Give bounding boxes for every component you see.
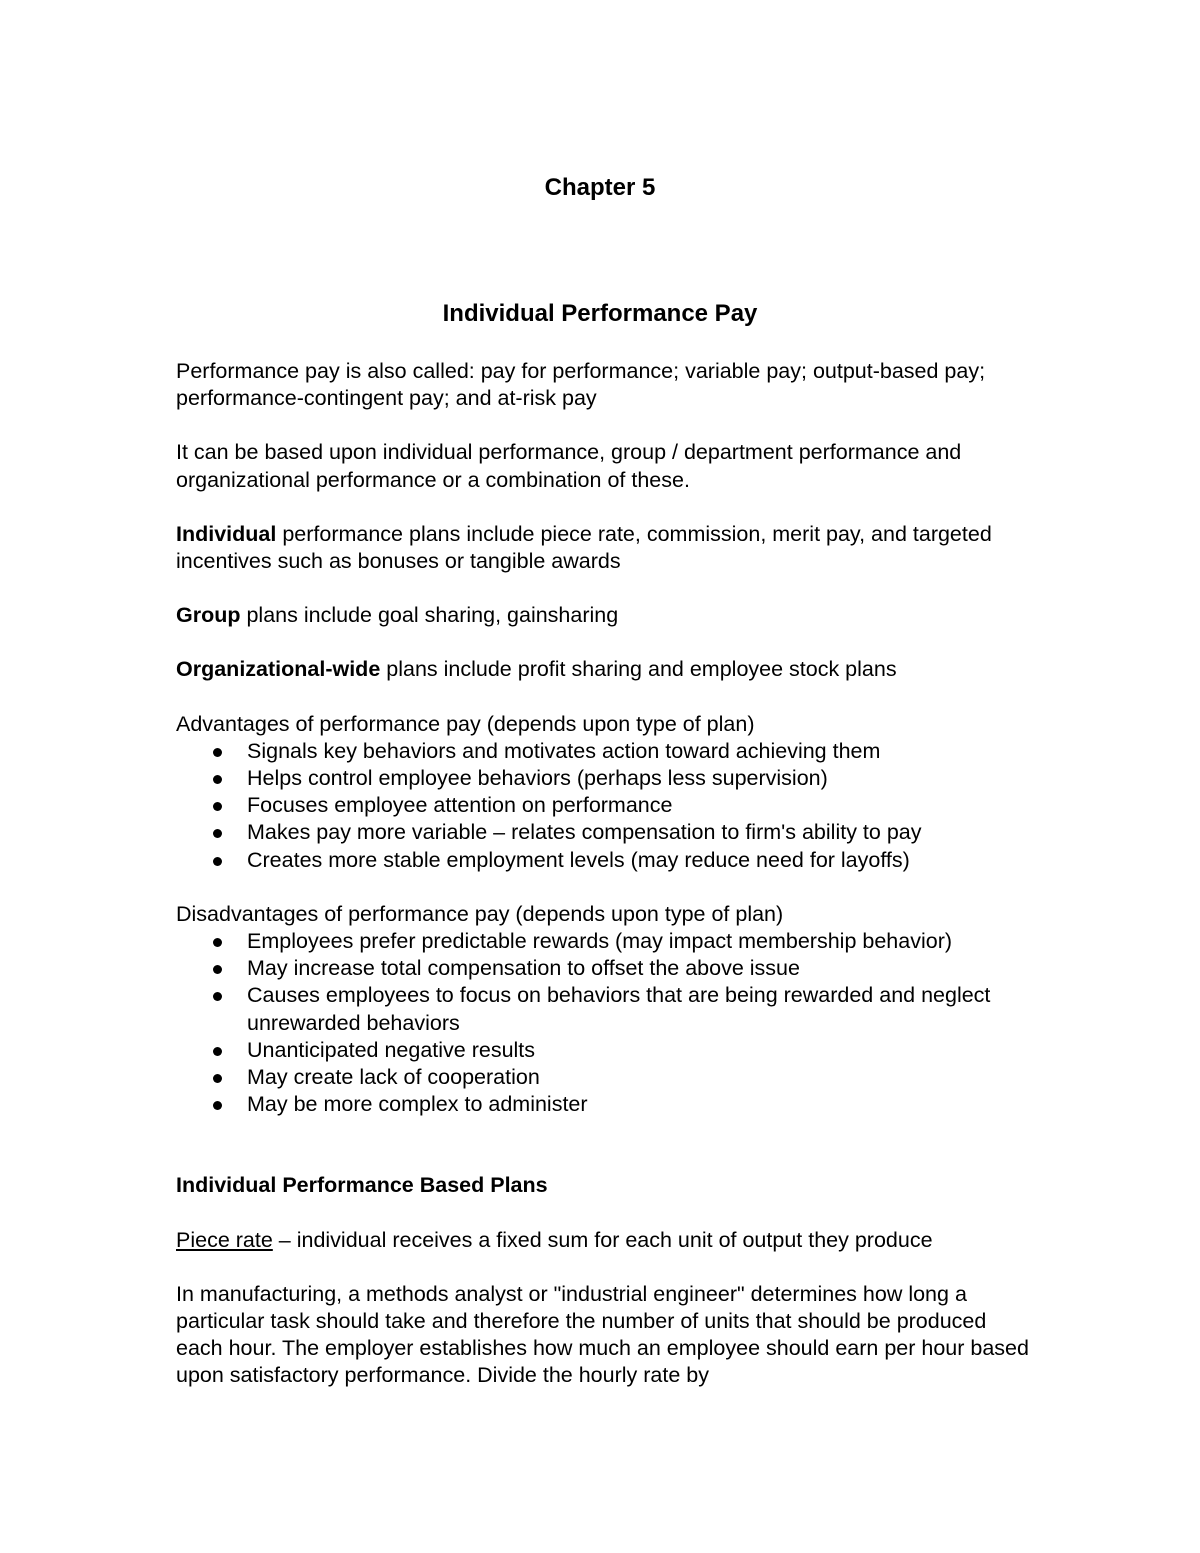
- individual-description: performance plans include piece rate, commission, merit pay, and targeted incentives such as bonuses or tangible awards: [176, 521, 992, 574]
- disadvantage-item: [176, 982, 1036, 1036]
- paragraph-aliases: Performance pay is also called: pay for performance; variable pay; output-based pay; performance-contingent pay; and at-risk pay: [176, 359, 986, 411]
- term-org-wide: Organizational-wide: [176, 657, 381, 682]
- spacer: [176, 1145, 1036, 1172]
- section-title: Individual Performance Pay: [442, 300, 758, 327]
- bullet-icon: [213, 748, 222, 757]
- advantage-text: Makes pay more variable – relates compensation to firm's ability to pay: [247, 820, 922, 845]
- bullet-icon: [213, 829, 222, 838]
- term-individual: Individual: [176, 521, 277, 546]
- paragraph-org-wide: [176, 656, 1036, 683]
- advantage-item: [176, 819, 1036, 846]
- group-description: plans include goal sharing, gainsharing: [240, 603, 619, 628]
- disadvantage-item: [176, 1037, 1036, 1064]
- bullet-icon: [213, 965, 222, 974]
- disadvantage-text: May create lack of cooperation: [247, 1065, 540, 1090]
- advantage-text: Creates more stable employment levels (may reduce need for layoffs): [247, 847, 910, 872]
- advantage-text: Signals key behaviors and motivates action toward achieving them: [247, 738, 881, 763]
- disadvantage-item: [176, 1091, 1036, 1118]
- bullet-icon: [213, 992, 222, 1001]
- disadvantage-text: Causes employees to focus on behaviors that are being rewarded and neglect unrewarded behaviors: [247, 983, 991, 1035]
- plans-heading: Individual Performance Based Plans: [176, 1173, 548, 1198]
- advantages-intro: Advantages of performance pay (depends upon type of plan): [176, 711, 755, 736]
- disadvantage-text: Employees prefer predictable rewards (may impact membership behavior): [247, 929, 953, 954]
- chapter-title: Chapter 5: [544, 174, 656, 201]
- advantages-list: [176, 738, 1036, 874]
- bullet-icon: [213, 775, 222, 784]
- bullet-icon: [213, 802, 222, 811]
- advantage-item: [176, 847, 1036, 874]
- bullet-icon: [213, 1047, 222, 1056]
- paragraph-individual: [176, 521, 1036, 575]
- disadvantages-intro: Disadvantages of performance pay (depends upon type of plan): [176, 901, 784, 926]
- advantage-text: Focuses employee attention on performance: [247, 793, 673, 818]
- advantage-text: Helps control employee behaviors (perhaps less supervision): [247, 766, 828, 791]
- bullet-icon: [213, 857, 222, 866]
- advantage-item: [176, 738, 1036, 765]
- term-piece-rate: Piece rate: [176, 1227, 273, 1252]
- paragraph-manufacturing: In manufacturing, a methods analyst or "industrial engineer" determines how long a particular task should take and therefore the number of units that should be produced each hour. The employer establishes how much an employee should earn per hour based upon satisfactory performance. Divide the hourly rate by: [176, 1281, 1029, 1388]
- paragraph-basis: It can be based upon individual performance, group / department performance and organizational performance or a combination of these.: [176, 440, 962, 492]
- disadvantage-text: May be more complex to administer: [247, 1092, 588, 1117]
- disadvantage-text: May increase total compensation to offset the above issue: [247, 956, 800, 981]
- disadvantage-item: [176, 928, 1036, 955]
- org-wide-description: plans include profit sharing and employee stock plans: [380, 657, 897, 682]
- disadvantage-item: [176, 1064, 1036, 1091]
- term-group: Group: [176, 603, 241, 628]
- advantage-item: [176, 792, 1036, 819]
- disadvantage-item: [176, 955, 1036, 982]
- bullet-icon: [213, 938, 222, 947]
- bullet-icon: [213, 1101, 222, 1110]
- advantage-item: [176, 765, 1036, 792]
- document-body: [176, 358, 1036, 1417]
- piece-rate-description: – individual receives a fixed sum for each unit of output they produce: [272, 1227, 933, 1252]
- disadvantages-list: [176, 928, 1036, 1118]
- paragraph-piece-rate: [176, 1227, 1036, 1254]
- paragraph-group: [176, 602, 1036, 629]
- bullet-icon: [213, 1074, 222, 1083]
- disadvantage-text: Unanticipated negative results: [247, 1037, 536, 1062]
